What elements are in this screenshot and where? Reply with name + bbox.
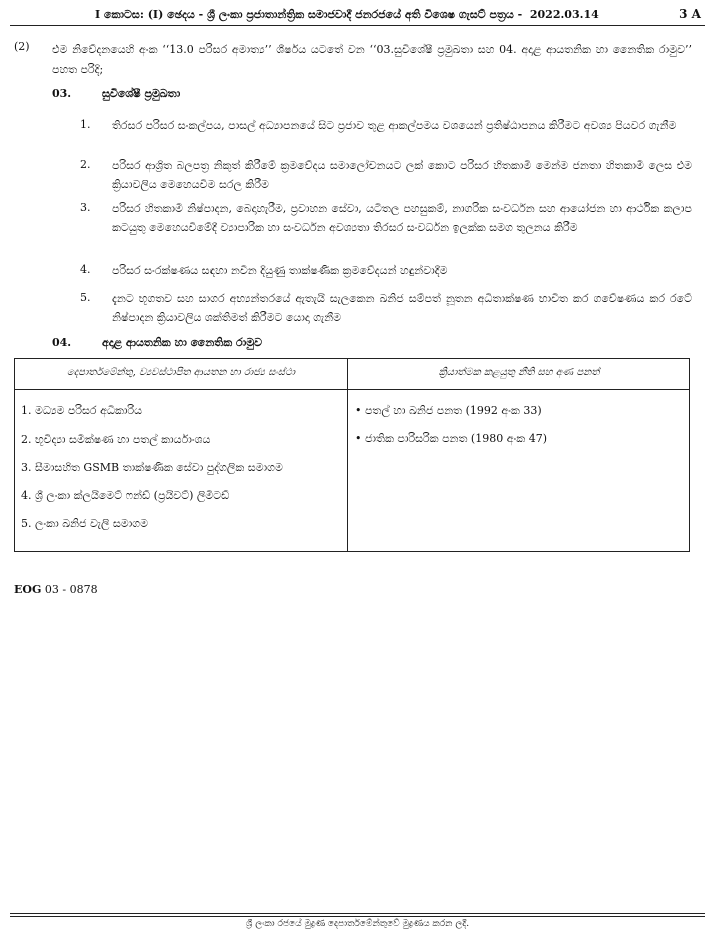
priority-5-text: දැනට භූගතව සහ සාගර අභ්‍යන්තරයේ ඇතැයි සැලකෙන ඛනිජ සම්පත් නූතන අධිතාක්ෂණ භාවිත කර ගවේෂණය කර රටේ නිෂ්පාදන ක්‍රියාවලිය ශක්තිමත් කිරීමට යොදා ගැනීම [112, 292, 692, 324]
printer-footer: ශ්‍රී ලංකා රජයේ මුද්‍රණ දෙපාර්තමේන්තුවේ මුද්‍රණය කරන ලදී. [245, 919, 470, 929]
priority-5-number: 5. [80, 291, 91, 304]
footer-rule-top [10, 913, 705, 914]
law-2: • ජාතික පාරිසරික පනත (1980 අංක 47) [355, 432, 547, 445]
section-03-number: 03. [52, 87, 72, 100]
eog-code: 03 - 0878 [44, 583, 98, 596]
header-title [95, 8, 599, 22]
table-header-laws: ක්‍රියාත්මක කළයුතු නීති සහ අණ පනත් [438, 367, 600, 378]
institution-5: 5. ලංකා ඛනිජ වැලි සමාගම [21, 517, 149, 530]
table-header-institutions: දෙපාර්තමේන්තු, ව්‍යවස්ථාපිත ආයතන හා රාජ්‍ය සංස්ථා [66, 367, 296, 378]
law-1: • පතල් හා ඛනිජ පනත (1992 අංක 33) [355, 404, 542, 417]
framework-table [14, 358, 690, 552]
priority-2-number: 2. [80, 158, 91, 171]
section-03-title: සුවිශේෂී ප්‍රමුඛතා [102, 87, 181, 100]
priority-1-number: 1. [80, 118, 91, 131]
institution-4: 4. ශ්‍රී ලංකා ක්ලයිමෙට් ෆන්ඩ් (ප්‍රයිවට්) ලිමිටඩ් [21, 489, 230, 502]
table-column-divider [347, 359, 348, 551]
institution-1: 1. මධ්‍යම පරිසර අධිකාරිය [21, 404, 143, 417]
intro-paragraph: එම නිවේදනයෙහි අංක ‘‘13.0 පරිසර අමාත්‍ය’’ ශීර්ෂය යටතේ වන ‘‘03.සුවිශේෂී ප්‍රමුඛතා සහ 04. අදාළ ආයතනික හා නෛතික රාමුව’’ පහත පරිදි; [52, 43, 692, 76]
page-header [0, 4, 715, 26]
institution-3: 3. සීමාසහිත GSMB තාක්ෂණික සේවා පුද්ගලික සමාගම [21, 461, 283, 474]
institution-2: 2. භූවිද්‍යා සමීක්ෂණ හා පතල් කාර්යාංශය [21, 433, 211, 446]
eog-prefix: EOG [14, 583, 42, 596]
priority-3-text: පරිසර හිතකාමී නිෂ්පාදන, බෙදාහැරීම, ප්‍රවාහන සේවා, යටිතල පහසුකම්, නාගරික සංවර්ධන සහ ආයෝජන හා ආර්ථික කලාප කටයුතු මෙහෙයවීමේදී ව්‍යාපාරික හා සංවර්ධන අවශ්‍යතා තිරසර සංවර්ධන ඉලක්ක සමග තුලනය කිරීම [112, 202, 692, 234]
header-rule [10, 25, 705, 26]
section-04-title: අදාළ ආයතනික හා නෛතික රාමුව [102, 336, 263, 349]
header-date: 2022.03.14 [529, 8, 599, 21]
section-04-number: 04. [52, 336, 72, 349]
intro-number: (2) [14, 40, 30, 53]
eog-reference [14, 583, 98, 596]
table-header-divider [15, 389, 689, 390]
priority-2-text: පරිසර ආශ්‍රිත බලපත්‍ර නිකුත් කිරීමේ ක්‍රමවේදය සමාලෝචනයට ලක් කොට පරිසර හිතකාමී මෙන්ම ජනතා හිතකාමී ලෙස එම ක්‍රියාවලිය මෙහෙයවීම සරල කිරීම [112, 159, 692, 191]
header-title-text: I කොටස: (I) ඡෙදය - ශ්‍රී ලංකා ප්‍රජාතාන්ත්‍රික සමාජවාදී ජනරජයේ අති විශෙෂ ගැසට් පත්‍රය - [95, 8, 523, 21]
page-number: 3 A [679, 7, 701, 21]
priority-1-text: තිරසර පරිසර සංකල්පය, පාසල් අධ්‍යාපනයේ සිට ප්‍රජාව තුළ ආකල්පමය වශයෙන් ප්‍රතිෂ්ඨාපනය කිරීමට අවශ්‍ය පියවර ගැනීම [112, 119, 677, 132]
priority-3-number: 3. [80, 201, 91, 214]
priority-4-text: පරිසර සංරක්ෂණය සඳහා නවීන දියුණු තාක්ෂණික ක්‍රමවේදයන් හඳුන්වාදීම [112, 264, 448, 277]
priority-4-number: 4. [80, 263, 91, 276]
footer-rule-bottom [10, 916, 705, 917]
